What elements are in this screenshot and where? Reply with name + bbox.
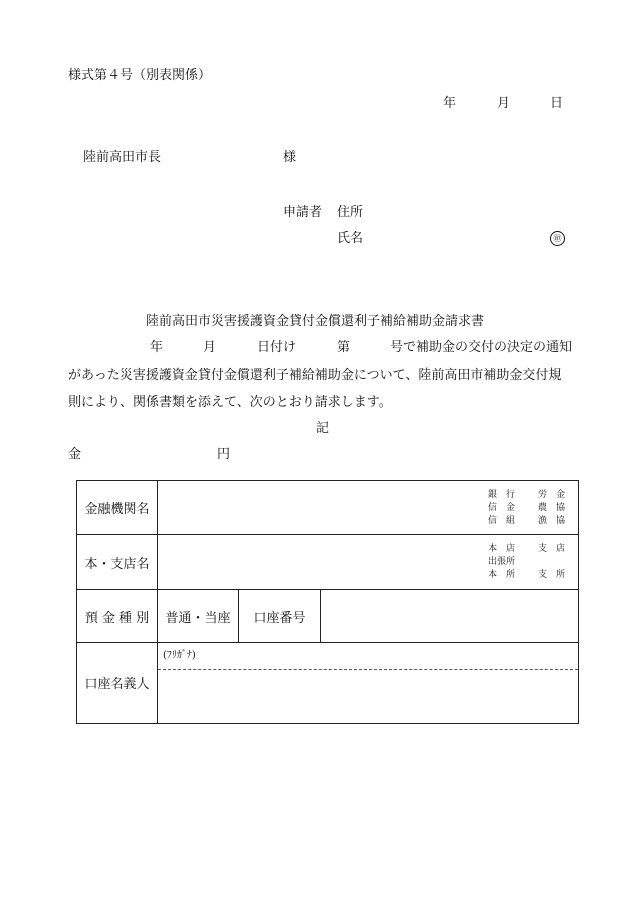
- body-line1-text: 号で補助金の交付の決定の通知: [390, 340, 573, 355]
- branch-type-3b: 支 所: [538, 570, 566, 580]
- account-holder-label: 口座名義人: [84, 677, 150, 692]
- applicant-role-label: 申請者: [283, 205, 323, 220]
- deposit-type-label: 預 金 種 別: [84, 610, 150, 626]
- document-title: 陸前高田市災害援護資金貸付金償還利子補給補助金請求書: [145, 314, 484, 329]
- body-number-prefix: 第: [337, 340, 351, 355]
- branch-type-2a: 出張所: [488, 557, 516, 567]
- applicant-name-label: 氏名: [337, 231, 364, 246]
- body-dated: 日付け: [257, 340, 297, 355]
- body-year: 年: [150, 340, 164, 355]
- institution-type-2a: 信 金: [488, 503, 516, 513]
- date-day-label: 日: [550, 96, 564, 111]
- account-number-divider: [320, 589, 321, 643]
- body-line2: があった災害援護資金貸付金償還利子補給補助金について、陸前高田市補助金交付規: [68, 368, 562, 383]
- branch-type-1b: 支 店: [538, 544, 566, 554]
- branch-label: 本・支店名: [84, 556, 150, 572]
- branch-type-1a: 本 店: [488, 544, 516, 554]
- body-month: 月: [203, 340, 217, 355]
- institution-type-2b: 農 協: [538, 503, 566, 513]
- branch-type-3a: 本 所: [488, 570, 516, 580]
- deposit-options: 普通・当座: [165, 610, 231, 626]
- institution-label: 金融機関名: [84, 502, 150, 517]
- furigana-label: (ﾌﾘｶﾞﾅ): [163, 650, 196, 661]
- addressee-name: 陸前高田市長: [83, 150, 162, 165]
- applicant-address-label: 住所: [337, 205, 364, 220]
- institution-type-1b: 労 金: [538, 490, 566, 500]
- amount-unit: 円: [217, 447, 231, 462]
- form-number: 様式第４号（別表関係）: [68, 68, 212, 83]
- institution-type-3b: 漁 協: [538, 516, 566, 526]
- institution-type-1a: 銀 行: [488, 490, 516, 500]
- amount-prefix: 金: [68, 447, 82, 462]
- ki-mark: 記: [316, 421, 330, 436]
- institution-type-3a: 信 組: [488, 516, 516, 526]
- seal-mark: ㊞: [550, 231, 565, 246]
- date-year-label: 年: [443, 96, 457, 111]
- body-line3: 則により、関係書類を添えて、次のとおり請求します。: [68, 395, 392, 410]
- addressee-honorific: 様: [283, 150, 297, 165]
- furigana-divider: [158, 669, 578, 670]
- account-number-label: 口座番号: [253, 610, 306, 626]
- date-month-label: 月: [497, 96, 511, 111]
